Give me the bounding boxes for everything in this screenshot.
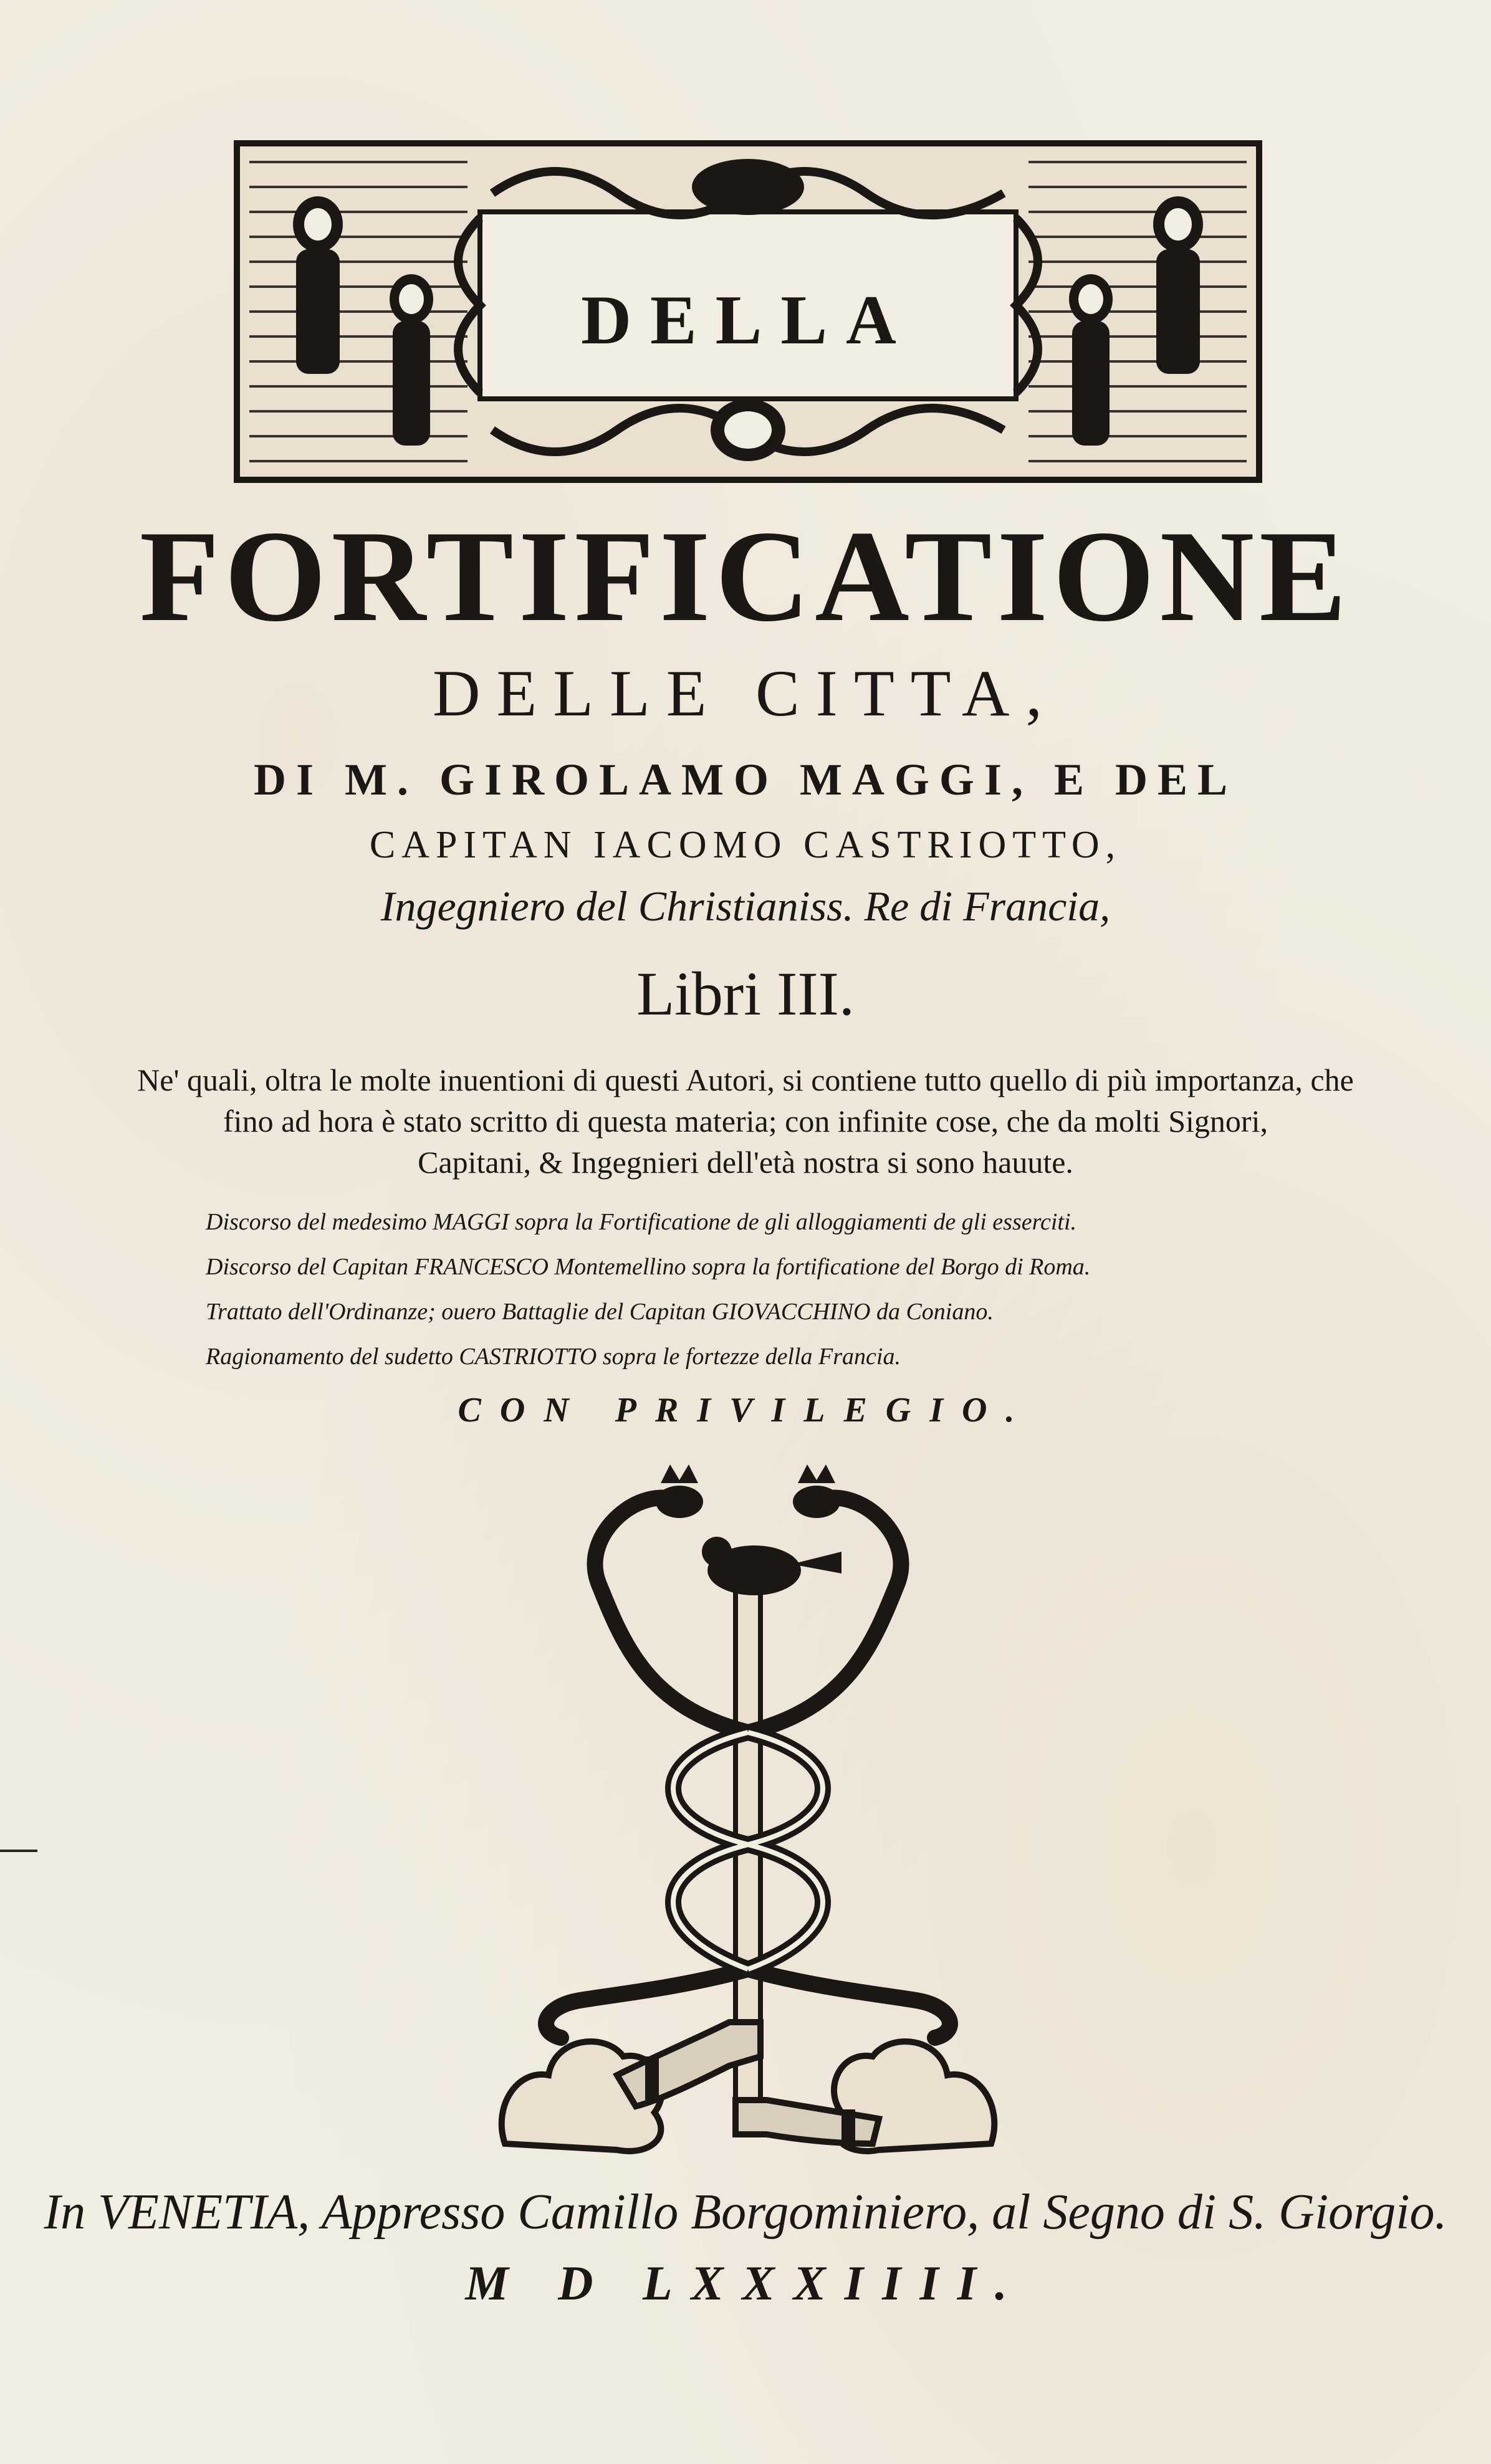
description-line: fino ad hora è stato scritto di questa materia; con infinite cose, che da molti Signori, [223,1104,1268,1139]
margin-mark [0,1850,37,1852]
contents-list [206,1200,1328,1379]
contents-item: Discorso del medesimo MAGGI sopra la Fortificatione de gli alloggiamenti de gli esserciti. [206,1209,1077,1235]
description-line: Ne' quali, oltra le molte inuentioni di questi Autori, si contiene tutto quello di più importanza, che [137,1062,1354,1097]
privilege-line: CON PRIVILEGIO. [458,1391,1033,1430]
author-line-1: DI M. GIROLAMO MAGGI, E DEL [253,755,1238,805]
author-office: Ingegniero del Christianiss. Re di Francia, [380,882,1111,930]
title-della: DELLA [581,282,915,359]
volume-count: Libri III. [636,959,855,1028]
caduceus-with-hands-icon [492,1458,1004,2162]
description-line: Capitani, & Ingegnieri dell'età nostra si sono hauute. [418,1145,1073,1180]
contents-item: Discorso del Capitan FRANCESCO Montemellino sopra la fortificatione del Borgo di Roma. [206,1254,1091,1280]
subtitle: DELLE CITTA, [432,657,1059,730]
description [0,1059,1491,1183]
main-title: FORTIFICATIONE [139,504,1352,649]
publication-year: M D LXXXIIII. [465,2256,1026,2310]
contents-item: Trattato dell'Ordinanze; ouero Battaglie del Capitan GIOVACCHINO da Coniano. [206,1299,994,1325]
imprint-line: In VENETIA, Appresso Camillo Borgominiero, al Segno di S. Giorgio. [44,2185,1447,2240]
contents-item: Ragionamento del sudetto CASTRIOTTO sopra le fortezze della Francia. [206,1344,901,1370]
author-line-2: CAPITAN IACOMO CASTRIOTTO, [369,824,1122,866]
